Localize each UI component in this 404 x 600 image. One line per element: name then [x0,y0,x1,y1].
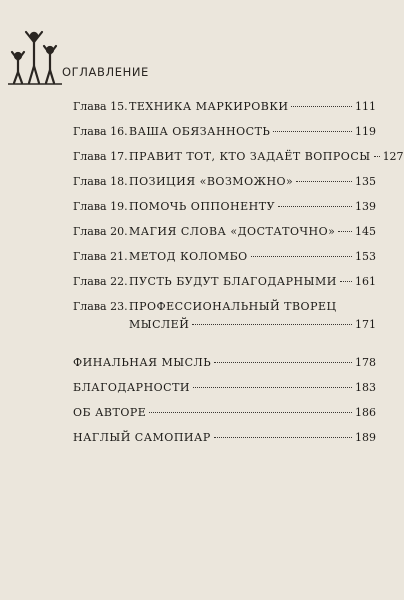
toc-item-chapter-20[interactable] [73,225,376,239]
dot-leader [374,156,380,157]
chapter-number: Глава 17. [73,150,128,163]
toc-item-self-promo[interactable] [73,431,376,445]
chapter-number: Глава 20. [73,225,128,238]
page-number: 178 [355,356,376,369]
toc-item-chapter-19[interactable] [73,200,376,214]
toc-item-chapter-16[interactable] [73,125,376,139]
dot-leader [214,362,352,363]
section-title: НАГЛЫЙ САМОПИАР [73,431,211,444]
chapter-number: Глава 23. [73,300,128,313]
dot-leader [214,437,352,438]
chapter-title: ВАША ОБЯЗАННОСТЬ [129,125,271,138]
dot-leader [192,324,352,325]
toc-item-chapter-18[interactable] [73,175,376,189]
chapter-number: Глава 21. [73,250,128,263]
chapter-title: ТЕХНИКА МАРКИРОВКИ [129,100,289,113]
toc-item-chapter-17[interactable] [73,150,404,164]
toc-item-chapter-22[interactable] [73,275,376,289]
page-number: 161 [355,275,376,288]
dot-leader [273,131,352,132]
page-number: 119 [355,125,376,138]
page-number: 186 [355,406,376,419]
section-title: ФИНАЛЬНАЯ МЫСЛЬ [73,356,212,369]
page-number: 145 [355,225,376,238]
chapter-title: МЕТОД КОЛОМБО [129,250,248,263]
chapter-title: ПРАВИТ ТОТ, КТО ЗАДАЁТ ВОПРОСЫ [129,150,371,163]
chapter-title-line1: ПРОФЕССИОНАЛЬНЫЙ ТВОРЕЦ [129,300,337,313]
toc-item-chapter-15[interactable] [73,100,376,114]
section-title: БЛАГОДАРНОСТИ [73,381,191,394]
chapter-title: МАГИЯ СЛОВА «ДОСТАТОЧНО» [129,225,336,238]
toc-item-final-thought[interactable] [73,356,376,370]
chapter-title: ПУСТЬ БУДУТ БЛАГОДАРНЫМИ [129,275,337,288]
toc-item-about-author[interactable] [73,406,376,420]
chapter-number: Глава 22. [73,275,128,288]
chapter-number: Глава 16. [73,125,128,138]
toc-item-acknowledgements[interactable] [73,381,376,395]
page-number: 135 [355,175,376,188]
chapter-number: Глава 19. [73,200,128,213]
page-number: 111 [355,100,376,113]
chapter-title-line2: МЫСЛЕЙ [129,318,190,331]
chapter-title: ПОМОЧЬ ОППОНЕНТУ [129,200,276,213]
page-number: 139 [355,200,376,213]
dot-leader [291,106,352,107]
page-number: 183 [355,381,376,394]
dot-leader [278,206,352,207]
page-number: 189 [355,431,376,444]
toc-item-chapter-23[interactable] [73,300,376,332]
toc-header [8,30,308,94]
dot-leader [296,181,352,182]
chapter-number: Глава 15. [73,100,128,113]
dot-leader [251,256,352,257]
section-title: ОБ АВТОРЕ [73,406,147,419]
dot-leader [149,412,352,413]
page-number: 171 [355,318,376,331]
toc-item-chapter-21[interactable] [73,250,376,264]
page-number: 153 [355,250,376,263]
chapter-title: ПОЗИЦИЯ «ВОЗМОЖНО» [129,175,294,188]
figures-icon [8,30,62,86]
dot-leader [338,231,352,232]
chapter-number: Глава 18. [73,175,128,188]
dot-leader [340,281,352,282]
page-number: 127 [382,150,404,163]
dot-leader [193,387,352,388]
toc-title: ОГЛАВЛЕНИЕ [62,65,149,79]
